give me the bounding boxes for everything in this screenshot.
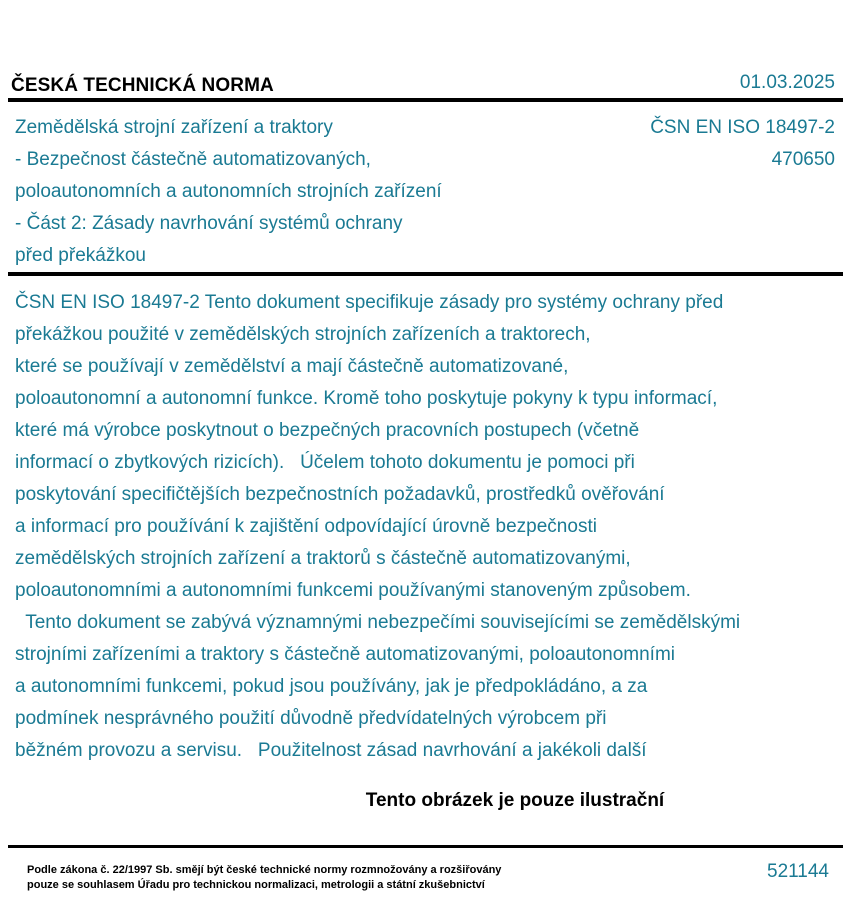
abstract-line: informací o zbytkových rizicích). Účelem tohoto dokumentu je pomoci při bbox=[15, 452, 635, 473]
abstract-line: běžném provozu a servisu. Použitelnost zásad navrhování a jakékoli další bbox=[15, 740, 647, 761]
abstract-line: překážkou použité v zemědělských strojních zařízeních a traktorech, bbox=[15, 324, 591, 345]
abstract-line: a autonomními funkcemi, pokud jsou používány, jak je předpokládáno, a za bbox=[15, 676, 648, 697]
illustration-note: Tento obrázek je pouze ilustrační bbox=[365, 790, 665, 811]
standard-title-line: poloautonomních a autonomních strojních zařízení bbox=[15, 181, 442, 202]
header-divider bbox=[8, 98, 843, 102]
standard-title-line: Zemědělská strojní zařízení a traktory bbox=[15, 117, 333, 138]
copyright-line: Podle zákona č. 22/1997 Sb. smějí být české technické normy rozmnožovány a rozšiřovány bbox=[27, 864, 502, 876]
title-divider bbox=[8, 272, 843, 276]
publication-date: 01.03.2025 bbox=[739, 72, 835, 93]
abstract-line: podmínek nesprávného použití důvodně předvídatelných výrobcem při bbox=[15, 708, 607, 729]
standard-title-line: - Část 2: Zásady navrhování systémů ochrany bbox=[15, 213, 403, 234]
standard-class-code: 470650 bbox=[771, 149, 835, 170]
abstract-line: poloautonomními a autonomními funkcemi používanými stanoveným způsobem. bbox=[15, 580, 691, 601]
footer-divider bbox=[8, 845, 843, 848]
abstract-line: strojními zařízeními a traktory s částečně automatizovanými, poloautonomními bbox=[15, 644, 675, 665]
abstract-line: které má výrobce poskytnout o bezpečných pracovních postupech (včetně bbox=[15, 420, 640, 441]
abstract-line: Tento dokument se zabývá významnými nebezpečími souvisejícími se zemědělskými bbox=[15, 612, 741, 633]
abstract-text bbox=[15, 287, 740, 767]
standard-title-line: před překážkou bbox=[15, 245, 146, 266]
abstract-line: poskytování specifičtějších bezpečnostních požadavků, prostředků ověřování bbox=[15, 484, 665, 505]
copyright-line: pouze se souhlasem Úřadu pro technickou normalizaci, metrologii a státní zkušebnictví bbox=[27, 879, 485, 891]
abstract-line: poloautonomní a autonomní funkce. Kromě toho poskytuje pokyny k typu informací, bbox=[15, 388, 718, 409]
standard-codes bbox=[650, 112, 835, 176]
copyright-notice bbox=[27, 863, 501, 893]
standard-designation: ČSN EN ISO 18497-2 bbox=[650, 117, 835, 138]
catalog-number: 521144 bbox=[767, 861, 829, 882]
abstract-line: a informací pro používání k zajištění odpovídající úrovně bezpečnosti bbox=[15, 516, 597, 537]
abstract-line: které se používají v zemědělství a mají částečně automatizované, bbox=[15, 356, 569, 377]
standard-title bbox=[15, 112, 442, 272]
standard-title-line: - Bezpečnost částečně automatizovaných, bbox=[15, 149, 371, 170]
abstract-line: ČSN EN ISO 18497-2 Tento dokument specifikuje zásady pro systémy ochrany před bbox=[15, 292, 724, 313]
abstract-line: zemědělských strojních zařízení a traktorů s částečně automatizovanými, bbox=[15, 548, 631, 569]
document-type-title: ČESKÁ TECHNICKÁ NORMA bbox=[11, 75, 274, 96]
